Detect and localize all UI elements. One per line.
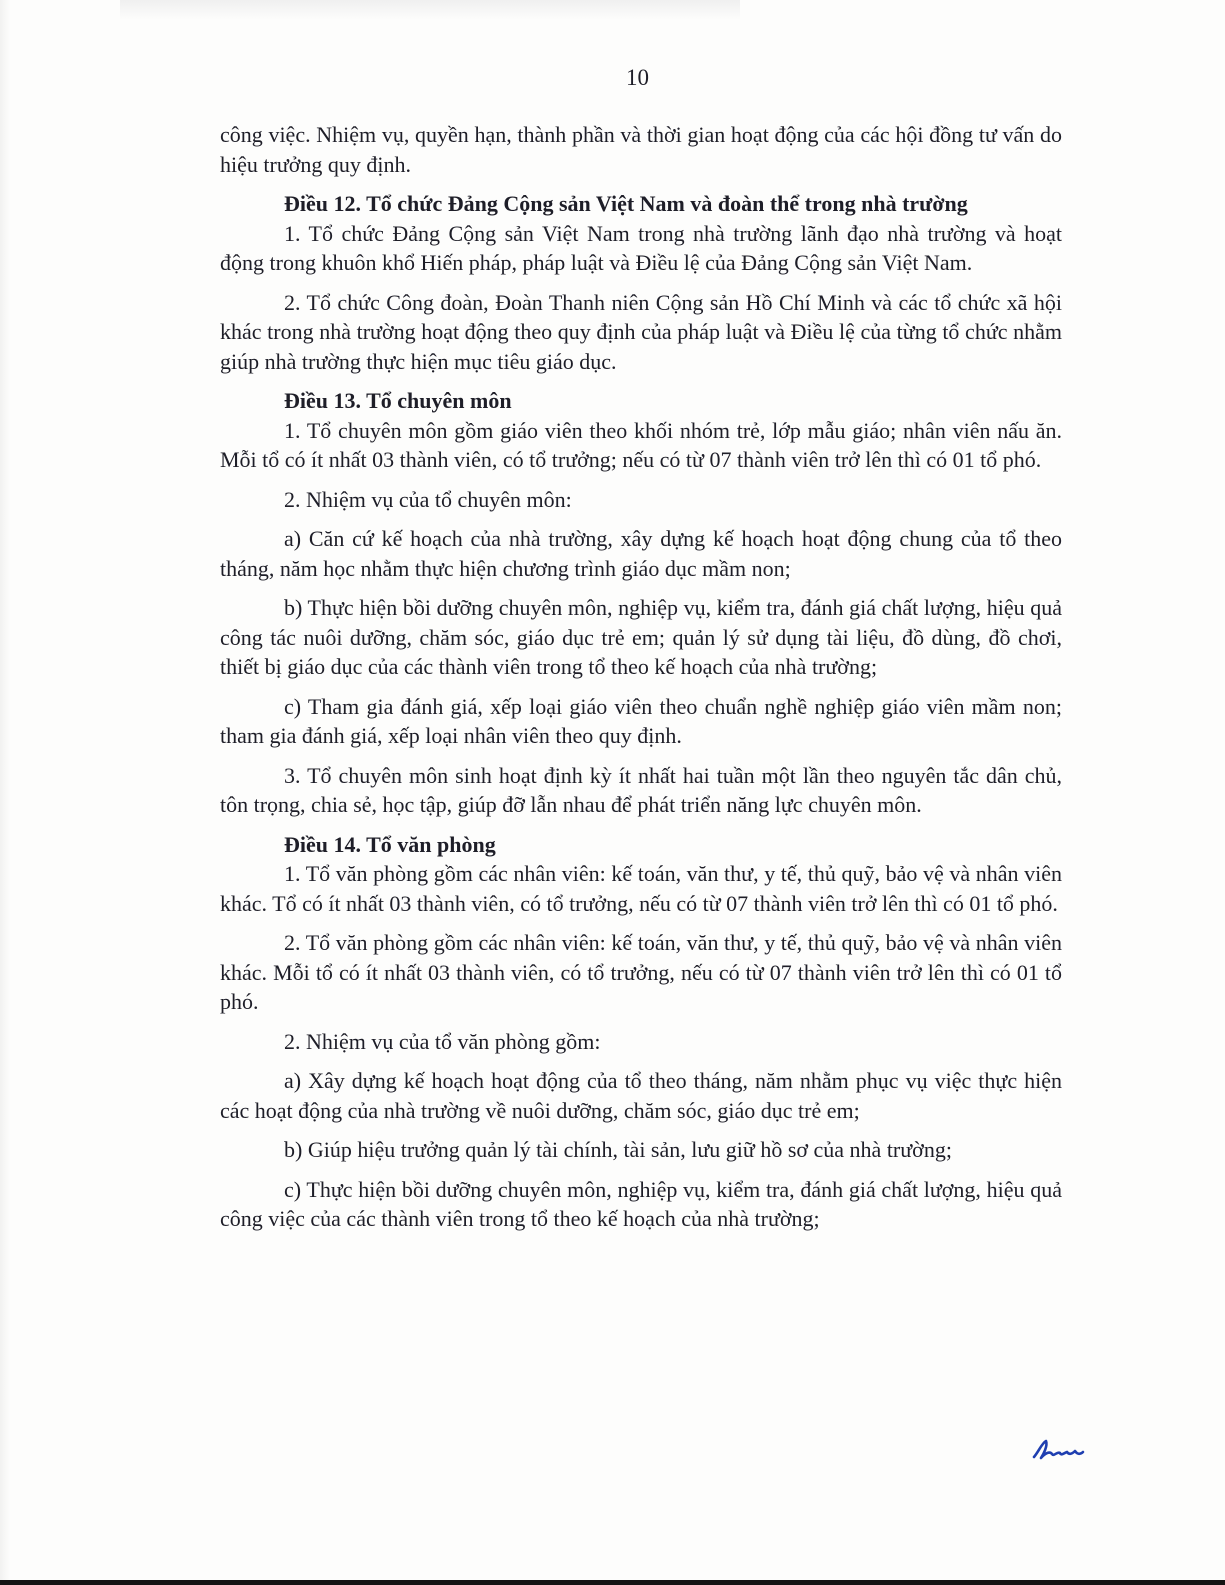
paragraph-dieu-12-clause-1: 1. Tổ chức Đảng Cộng sản Việt Nam trong nhà trường lãnh đạo nhà trường và hoạt động trong khuôn khổ Hiến pháp, pháp luật và Điều lệ của Đảng Cộng sản Việt Nam.	[220, 220, 1062, 275]
heading-dieu-14: Điều 14. Tổ văn phòng	[284, 831, 496, 857]
paragraph-dieu-14-point-b: b) Giúp hiệu trưởng quản lý tài chính, tài sản, lưu giữ hồ sơ của nhà trường;	[284, 1137, 952, 1162]
document-body	[220, 120, 1062, 1234]
paragraph-dieu-13-clause-3: 3. Tổ chuyên môn sinh hoạt định kỳ ít nhất hai tuần một lần theo nguyên tắc dân chủ, tôn trọng, chia sẻ, học tập, giúp đỡ lẫn nhau để phát triển năng lực chuyên môn.	[220, 762, 1062, 817]
paragraph-dieu-14-clause-1: 1. Tổ văn phòng gồm các nhân viên: kế toán, văn thư, y tế, thủ quỹ, bảo vệ và nhân viên khác. Tổ có ít nhất 03 thành viên, có tổ trưởng, nếu có từ 07 thành viên trở lên thì có 01 tổ phó.	[220, 861, 1062, 916]
paragraph-dieu-13-clause-2: 2. Nhiệm vụ của tổ chuyên môn:	[284, 486, 572, 512]
scan-artifact-bottom	[0, 1580, 1225, 1585]
paragraph-dieu-13-point-a: a) Căn cứ kế hoạch của nhà trường, xây dựng kế hoạch hoạt động chung của tổ theo tháng, năm học nhằm thực hiện chương trình giáo dục mầm non;	[220, 526, 1062, 581]
scan-artifact-left	[0, 0, 10, 1585]
paragraph-dieu-13-clause-1: 1. Tổ chuyên môn gồm giáo viên theo khối nhóm trẻ, lớp mẫu giáo; nhân viên nấu ăn. Mỗi tổ có ít nhất 03 thành viên, có tổ trưởng; nếu có từ 07 thành viên trở lên thì có 01 tổ phó.	[220, 417, 1062, 472]
paragraph-dieu-12-clause-2: 2. Tổ chức Công đoàn, Đoàn Thanh niên Cộng sản Hồ Chí Minh và các tổ chức xã hội khác trong nhà trường hoạt động theo quy định của pháp luật và Điều lệ của từng tổ chức nhằm giúp nhà trường thực hiện mục tiêu giáo dục.	[220, 289, 1062, 374]
paragraph-continuation: công việc. Nhiệm vụ, quyền hạn, thành phần và thời gian hoạt động của các hội đồng tư vấn do hiệu trưởng quy định.	[220, 122, 1062, 177]
paragraph-dieu-13-point-c: c) Tham gia đánh giá, xếp loại giáo viên theo chuẩn nghề nghiệp giáo viên mầm non; tham gia đánh giá, xếp loại nhân viên theo quy định.	[220, 693, 1062, 748]
initials-signature-icon	[1030, 1438, 1086, 1462]
paragraph-dieu-14-point-c: c) Thực hiện bồi dưỡng chuyên môn, nghiệp vụ, kiểm tra, đánh giá chất lượng, hiệu quả công việc của các thành viên trong tổ theo kế hoạch của nhà trường;	[220, 1176, 1062, 1231]
paragraph-dieu-14-clause-2b: 2. Nhiệm vụ của tổ văn phòng gồm:	[284, 1028, 601, 1054]
paragraph-dieu-13-point-b: b) Thực hiện bồi dưỡng chuyên môn, nghiệp vụ, kiểm tra, đánh giá chất lượng, hiệu quả công tác nuôi dưỡng, chăm sóc, giáo dục trẻ em; quản lý sử dụng tài liệu, đồ dùng, đồ chơi, thiết bị giáo dục của các thành viên trong tổ theo kế hoạch của nhà trường;	[220, 595, 1062, 679]
heading-dieu-12: Điều 12. Tổ chức Đảng Cộng sản Việt Nam và đoàn thể trong nhà trường	[284, 191, 968, 216]
heading-dieu-13: Điều 13. Tổ chuyên môn	[284, 388, 512, 413]
scan-artifact-top	[120, 0, 740, 20]
paragraph-dieu-14-clause-2a: 2. Tổ văn phòng gồm các nhân viên: kế toán, văn thư, y tế, thủ quỹ, bảo vệ và nhân viên khác. Mỗi tổ có ít nhất 03 thành viên, có tổ trưởng, nếu có từ 07 thành viên trở lên thì có 01 tổ phó.	[220, 930, 1062, 1014]
paragraph-dieu-14-point-a: a) Xây dựng kế hoạch hoạt động của tổ theo tháng, năm nhằm phục vụ việc thực hiện các hoạt động của nhà trường về nuôi dưỡng, chăm sóc, giáo dục trẻ em;	[220, 1068, 1062, 1123]
page-number: 10	[626, 65, 649, 90]
